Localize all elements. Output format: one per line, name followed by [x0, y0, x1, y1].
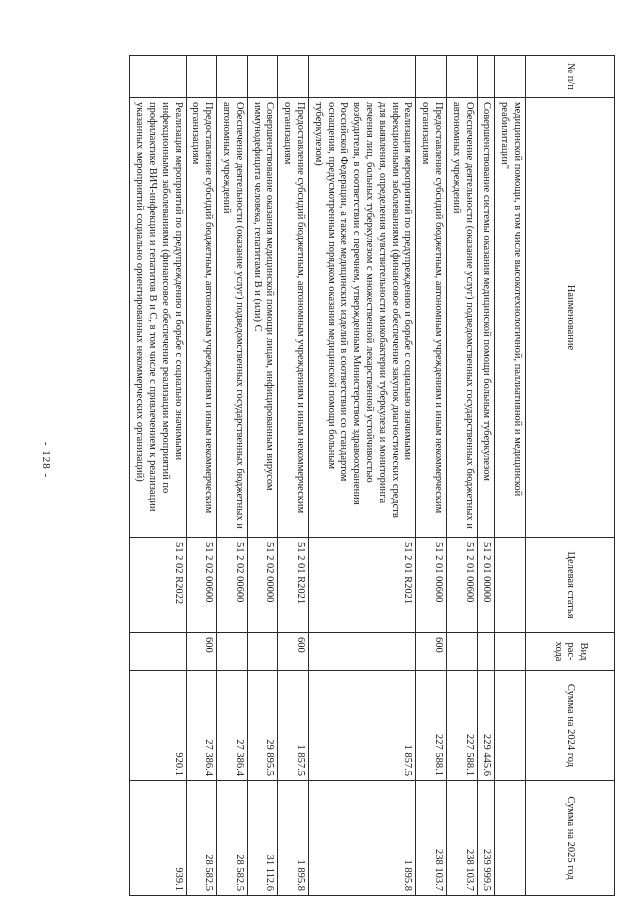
- budget-table: [129, 55, 615, 896]
- header-num: № п/п: [526, 56, 615, 98]
- cell-name: Обеспечение деятельности (оказание услуг) подведомственных государственных бюджетных и автономных учреждений: [447, 98, 478, 538]
- cell-sum-2025: [495, 781, 526, 896]
- table-row: [416, 56, 447, 896]
- cell-name: Совершенствование оказания медицинской помощи лицам, инфицированным вирусом иммунодефицита человека, гепатитами В и (или) С: [247, 98, 278, 538]
- cell-sum-2024: 27 386.4: [186, 671, 217, 781]
- cell-type: [217, 633, 248, 671]
- cell-sum-2025: 239 999.5: [477, 781, 495, 896]
- table-row: [309, 56, 416, 896]
- cell-name: Совершенствование системы оказания медицинской помощи больным туберкулезом: [477, 98, 495, 538]
- cell-num: [247, 56, 278, 98]
- cell-num: [186, 56, 217, 98]
- cell-sum-2024: 227 588.1: [447, 671, 478, 781]
- table-row: [477, 56, 495, 896]
- cell-name: Обеспечение деятельности (оказание услуг) подведомственных государственных бюджетных и автономных учреждений: [217, 98, 248, 538]
- cell-name: Реализация мероприятий по предупреждению и борьбе с социально значимыми инфекционными заболеваниями (финансовое обеспечение закупок диагностических средств для выявления, определения чувствительности микобактерии туберкулеза и мониторинга лечения лиц, больных туберкулезом с множественной лекарственной устойчивостью возбудителя, в соответствии с перечнем, утвержденным Министерством здравоохранения Российской Федерации, а также медицинских изделий в соответствии со стандартом оснащения, предусмотренным порядком оказания медицинской помощи больным туберкулезом): [309, 98, 416, 538]
- cell-num: [477, 56, 495, 98]
- table-container: [75, 55, 615, 895]
- cell-num: [447, 56, 478, 98]
- cell-sum-2024: 227 588.1: [416, 671, 447, 781]
- table-row: [278, 56, 309, 896]
- cell-sum-2025: 28 582.5: [186, 781, 217, 896]
- cell-num: [217, 56, 248, 98]
- cell-target: 51 2 02 00600: [186, 538, 217, 633]
- cell-name: медицинской помощи, в том числе высокотехнологичной, паллиативной и медицинской реабилитации": [495, 98, 526, 538]
- cell-sum-2024: 1 857.5: [278, 671, 309, 781]
- cell-type: [495, 633, 526, 671]
- cell-sum-2025: 238 103.7: [416, 781, 447, 896]
- table-row: [247, 56, 278, 896]
- cell-sum-2025: 939.1: [130, 781, 186, 896]
- table-row: [217, 56, 248, 896]
- cell-target: 51 2 02 00600: [217, 538, 248, 633]
- table-body: [130, 56, 526, 896]
- cell-sum-2024: 1 857.5: [309, 671, 416, 781]
- header-type: Вид рас- хода: [526, 633, 615, 671]
- cell-target: 51 2 02 00000: [247, 538, 278, 633]
- cell-name: Предоставление субсидий бюджетным, автономным учреждениям и иным некоммерческим организациям: [416, 98, 447, 538]
- cell-target: 51 2 01 00600: [447, 538, 478, 633]
- cell-name: Предоставление субсидий бюджетным, автономным учреждениям и иным некоммерческим организациям: [186, 98, 217, 538]
- cell-target: 51 2 01 00000: [477, 538, 495, 633]
- cell-sum-2025: 238 103.7: [447, 781, 478, 896]
- table-header-row: [526, 56, 615, 896]
- table-row: [130, 56, 186, 896]
- cell-type: 600: [416, 633, 447, 671]
- cell-num: [495, 56, 526, 98]
- cell-target: 51 2 01 00600: [416, 538, 447, 633]
- cell-sum-2025: 31 112.6: [247, 781, 278, 896]
- page-number: - 128 -: [40, 441, 52, 479]
- cell-sum-2024: [495, 671, 526, 781]
- cell-type: [130, 633, 186, 671]
- cell-num: [130, 56, 186, 98]
- cell-target: [495, 538, 526, 633]
- cell-sum-2025: 1 895.8: [278, 781, 309, 896]
- cell-type: [247, 633, 278, 671]
- cell-num: [416, 56, 447, 98]
- header-name: Наименование: [526, 98, 615, 538]
- cell-sum-2024: 229 445.6: [477, 671, 495, 781]
- cell-sum-2024: 920.1: [130, 671, 186, 781]
- header-target: Целевая статья: [526, 538, 615, 633]
- header-sum-2024: Сумма на 2024 год: [526, 671, 615, 781]
- cell-target: 51 2 02 R2022: [130, 538, 186, 633]
- cell-type: [447, 633, 478, 671]
- table-row: [447, 56, 478, 896]
- cell-type: 600: [186, 633, 217, 671]
- cell-sum-2025: 28 582.5: [217, 781, 248, 896]
- cell-name: Предоставление субсидий бюджетным, автономным учреждениям и иным некоммерческим организациям: [278, 98, 309, 538]
- cell-num: [278, 56, 309, 98]
- table-row: [495, 56, 526, 896]
- cell-type: [309, 633, 416, 671]
- cell-type: [477, 633, 495, 671]
- cell-num: [309, 56, 416, 98]
- cell-sum-2024: 27 386.4: [217, 671, 248, 781]
- table-row: [186, 56, 217, 896]
- rotated-page: [75, 55, 615, 895]
- cell-target: 51 2 01 R2021: [309, 538, 416, 633]
- cell-sum-2025: 1 895.8: [309, 781, 416, 896]
- cell-target: 51 2 01 R2021: [278, 538, 309, 633]
- cell-type: 600: [278, 633, 309, 671]
- cell-sum-2024: 29 895.5: [247, 671, 278, 781]
- header-sum-2025: Сумма на 2025 год: [526, 781, 615, 896]
- cell-name: Реализация мероприятий по предупреждению и борьбе с социально значимыми инфекционными заболеваниями (финансовое обеспечение реализации мероприятий по профилактике ВИЧ-инфекции и гепатитов В и С, в том числе с привлечением к реализации указанных мероприятий социально ориентированных некоммерческих организаций): [130, 98, 186, 538]
